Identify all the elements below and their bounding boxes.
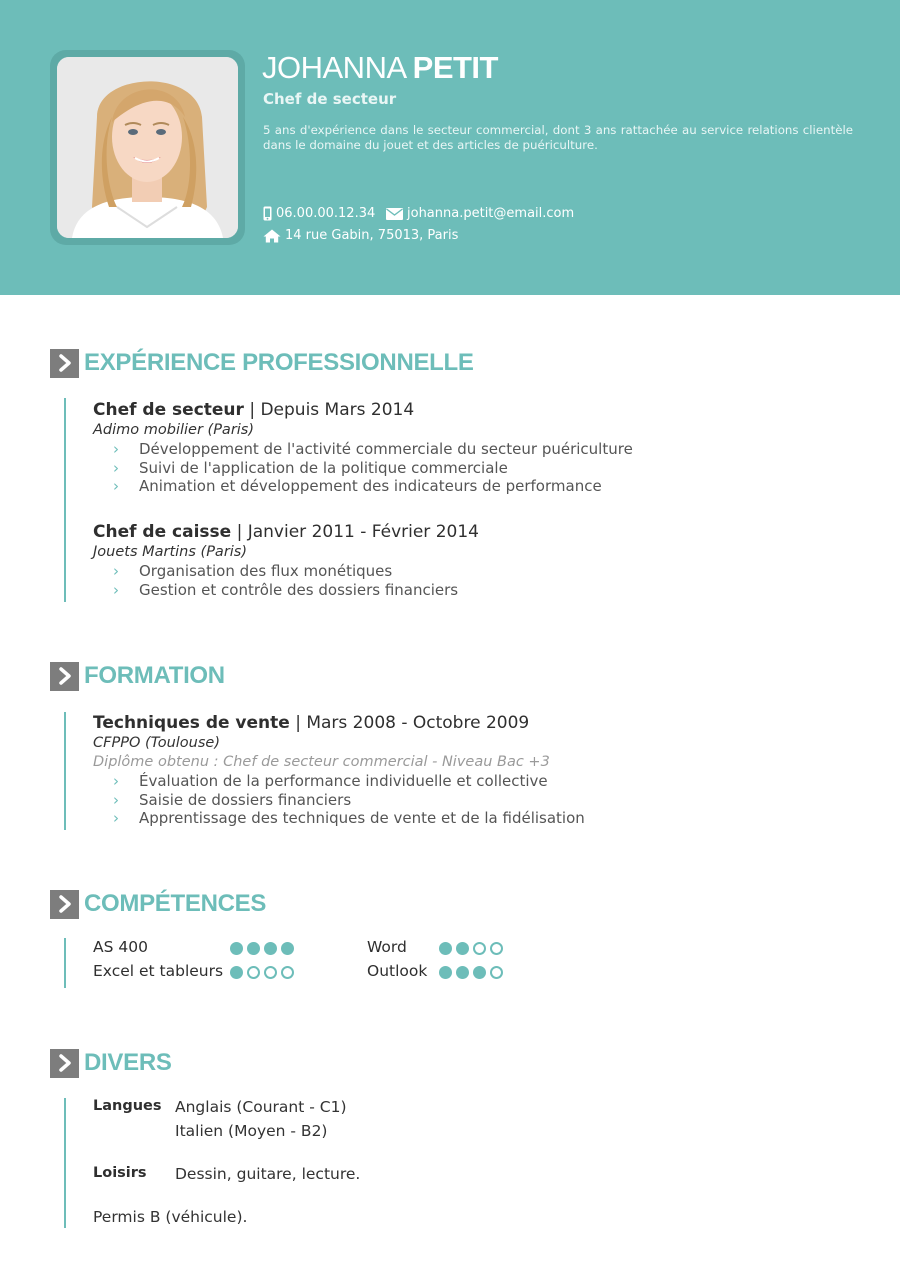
candidate-name [262, 50, 498, 86]
skill-dot-filled [439, 966, 452, 979]
section-title-experience: EXPÉRIENCE PROFESSIONNELLE [84, 349, 474, 376]
formation-title: Techniques de vente [93, 713, 290, 733]
home-icon [263, 229, 281, 243]
driving-license: Permis B (véhicule). [93, 1208, 248, 1226]
skill-level [439, 942, 507, 955]
formation-divider [64, 712, 66, 830]
section-title-competences: COMPÉTENCES [84, 890, 267, 917]
experience-entry [93, 521, 479, 599]
experience-entry [93, 399, 633, 496]
skill-name: Outlook [367, 962, 428, 980]
skill-dot-filled [281, 942, 294, 955]
skill-row [93, 938, 148, 956]
chevron-right-icon [50, 349, 79, 378]
formation-school: CFPPO (Toulouse) [93, 735, 220, 751]
skill-dot-filled [230, 966, 243, 979]
skill-dot-empty [264, 966, 277, 979]
skill-dot-empty [281, 966, 294, 979]
formation-bullet: › Saisie de dossiers financiers [113, 790, 352, 809]
profile-photo-frame [50, 50, 245, 245]
skill-dot-filled [247, 942, 260, 955]
hobbies-label: Loisirs [93, 1165, 147, 1181]
experience-bullet: › Développement de l'activité commerciale du secteur puériculture [113, 440, 633, 458]
experience-company: Jouets Martins (Paris) [93, 544, 248, 560]
skill-dot-empty [473, 942, 486, 955]
skill-row [93, 962, 223, 980]
experience-company: Adimo mobilier (Paris) [93, 422, 255, 438]
skill-dot-filled [473, 966, 486, 979]
skill-name: Word [367, 938, 407, 956]
chevron-right-icon: › [113, 580, 119, 599]
experience-bullet: › Organisation des flux monétiques [113, 562, 393, 580]
skill-level [230, 942, 298, 955]
chevron-right-icon [50, 662, 79, 691]
chevron-right-icon: › [113, 562, 119, 580]
profile-photo [57, 57, 238, 238]
skill-dot-filled [264, 942, 277, 955]
section-title-divers: DIVERS [84, 1049, 172, 1076]
phone-contact [263, 206, 375, 221]
languages-label: Langues [93, 1098, 162, 1114]
formation-diploma: Diplôme obtenu : Chef de secteur commercial - Niveau Bac +3 [93, 754, 550, 770]
experience-period: | Janvier 2011 - Février 2014 [231, 522, 479, 542]
skill-dot-empty [247, 966, 260, 979]
skill-name: AS 400 [93, 938, 148, 956]
formation-period: | Mars 2008 - Octobre 2009 [289, 713, 530, 733]
divers-divider [64, 1098, 66, 1228]
experience-title: Chef de caisse [93, 522, 232, 542]
skill-dot-empty [490, 942, 503, 955]
section-title-formation: FORMATION [84, 662, 225, 689]
experience-divider [64, 398, 66, 602]
competences-divider [64, 938, 66, 988]
skill-dot-filled [439, 942, 452, 955]
formation-bullet: › Évaluation de la performance individuelle et collective [113, 772, 548, 790]
section-formation [50, 661, 225, 691]
chevron-right-icon: › [113, 790, 119, 809]
chevron-right-icon [50, 890, 79, 919]
skill-dot-filled [456, 966, 469, 979]
language-item: Anglais (Courant - C1) [175, 1098, 347, 1116]
skill-row [367, 938, 407, 956]
skill-level [230, 966, 298, 979]
chevron-right-icon [50, 1049, 79, 1078]
email-address[interactable]: johanna.petit@email.com [407, 206, 575, 221]
phone-number: 06.00.00.12.34 [276, 206, 376, 221]
skill-name: Excel et tableurs [93, 962, 224, 980]
chevron-right-icon: › [113, 772, 119, 790]
email-contact [386, 206, 574, 221]
skill-row [367, 962, 427, 980]
last-name: PETIT [412, 50, 498, 85]
chevron-right-icon: › [113, 440, 119, 458]
skill-dot-empty [490, 966, 503, 979]
experience-bullet: › Gestion et contrôle des dossiers financiers [113, 580, 459, 599]
chevron-right-icon: › [113, 809, 119, 827]
section-competences [50, 889, 266, 919]
language-item: Italien (Moyen - B2) [175, 1122, 328, 1140]
header-banner [0, 0, 900, 295]
section-divers [50, 1048, 172, 1078]
chevron-right-icon: › [113, 477, 119, 495]
experience-bullet: › Animation et développement des indicateurs de performance [113, 477, 602, 495]
postal-address: 14 rue Gabin, 75013, Paris [285, 228, 459, 243]
experience-bullet: › Suivi de l'application de la politique commerciale [113, 458, 508, 477]
phone-icon [263, 206, 272, 221]
experience-title: Chef de secteur [93, 400, 244, 420]
skill-dot-filled [230, 942, 243, 955]
profile-summary: 5 ans d'expérience dans le secteur commercial, dont 3 ans rattachée au service relations clientèle dans le domaine du jouet et des articles de puériculture. [263, 123, 853, 152]
hobbies-value: Dessin, guitare, lecture. [175, 1165, 361, 1183]
skill-level [439, 966, 507, 979]
envelope-icon [386, 208, 403, 220]
job-title: Chef de secteur [263, 90, 397, 108]
first-name: JOHANNA [262, 50, 407, 85]
chevron-right-icon: › [113, 458, 119, 477]
formation-bullet: › Apprentissage des techniques de vente et de la fidélisation [113, 809, 585, 827]
skill-dot-filled [456, 942, 469, 955]
section-experience [50, 348, 474, 378]
formation-entry [93, 712, 585, 828]
experience-period: | Depuis Mars 2014 [243, 400, 415, 420]
address-contact [263, 228, 458, 243]
